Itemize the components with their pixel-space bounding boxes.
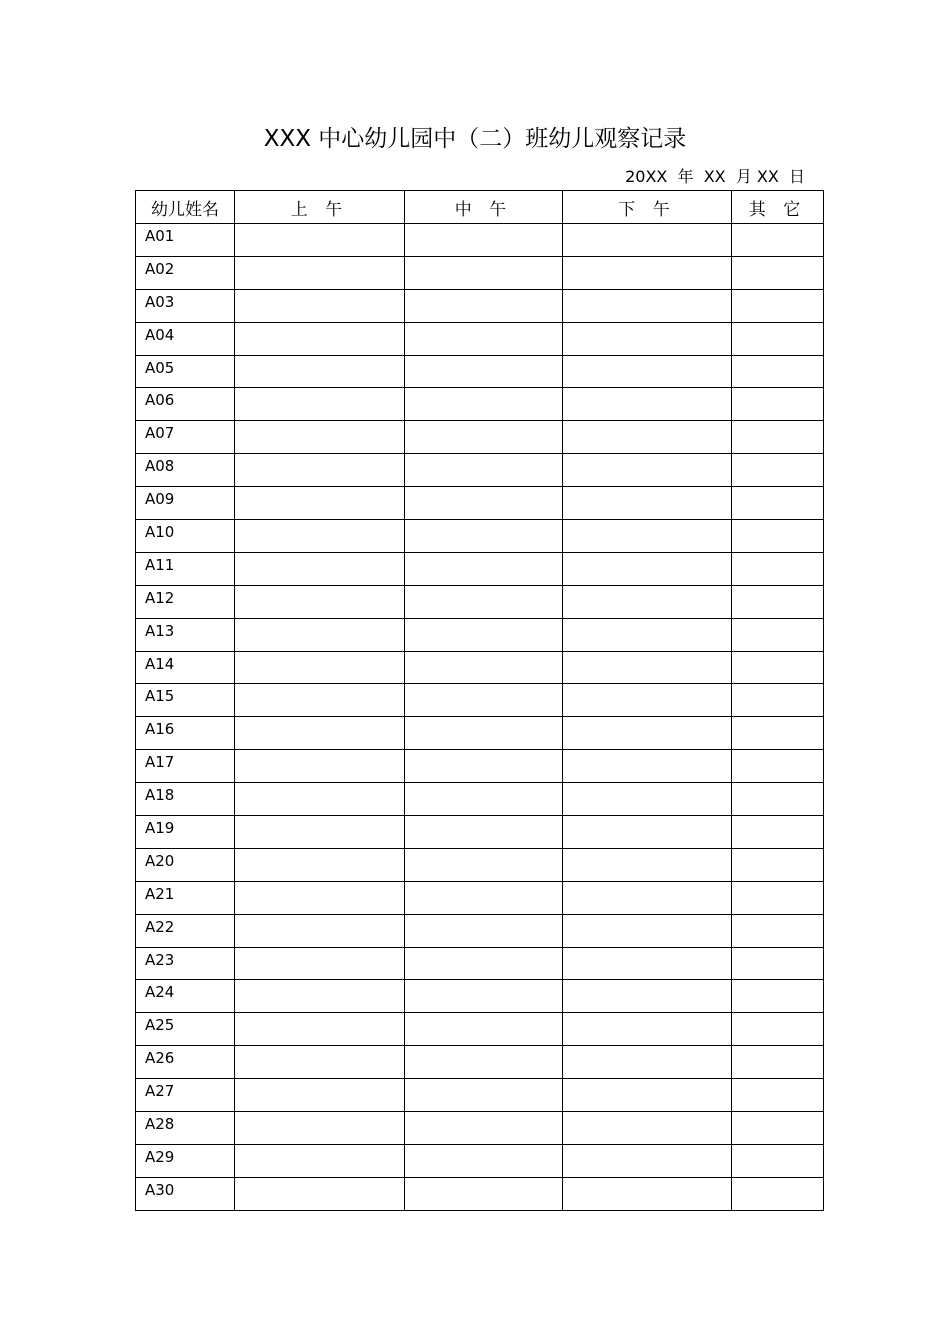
morning-cell: [235, 322, 405, 355]
child-name-cell: A09: [136, 487, 235, 520]
other-cell: [732, 421, 824, 454]
other-cell: [732, 355, 824, 388]
child-name-cell: A05: [136, 355, 235, 388]
child-name-cell: A02: [136, 256, 235, 289]
table-row: [136, 1112, 824, 1145]
afternoon-cell: [563, 1046, 732, 1079]
morning-cell: [235, 224, 405, 257]
table-row: [136, 256, 824, 289]
table-row: [136, 520, 824, 553]
morning-cell: [235, 684, 405, 717]
afternoon-cell: [563, 618, 732, 651]
morning-cell: [235, 717, 405, 750]
other-cell: [732, 980, 824, 1013]
noon-cell: [405, 256, 563, 289]
morning-cell: [235, 355, 405, 388]
morning-cell: [235, 1144, 405, 1177]
other-cell: [732, 651, 824, 684]
other-cell: [732, 914, 824, 947]
child-name-cell: A03: [136, 289, 235, 322]
afternoon-cell: [563, 322, 732, 355]
other-cell: [732, 1079, 824, 1112]
afternoon-cell: [563, 684, 732, 717]
child-name-cell: A06: [136, 388, 235, 421]
child-name-cell: A26: [136, 1046, 235, 1079]
morning-cell: [235, 651, 405, 684]
table-row: [136, 585, 824, 618]
child-name-cell: A04: [136, 322, 235, 355]
page-title: XXX 中心幼儿园中（二）班幼儿观察记录: [263, 126, 687, 152]
child-name-cell: A13: [136, 618, 235, 651]
afternoon-cell: [563, 388, 732, 421]
afternoon-cell: [563, 487, 732, 520]
table-row: [136, 717, 824, 750]
morning-cell: [235, 947, 405, 980]
afternoon-cell: [563, 1079, 732, 1112]
child-name-cell: A17: [136, 750, 235, 783]
noon-cell: [405, 947, 563, 980]
table-row: [136, 947, 824, 980]
child-name-cell: A22: [136, 914, 235, 947]
noon-cell: [405, 1177, 563, 1210]
other-cell: [732, 224, 824, 257]
morning-cell: [235, 1046, 405, 1079]
afternoon-cell: [563, 289, 732, 322]
other-cell: [732, 520, 824, 553]
child-name-cell: A21: [136, 881, 235, 914]
table-row: [136, 684, 824, 717]
morning-cell: [235, 388, 405, 421]
noon-cell: [405, 454, 563, 487]
afternoon-cell: [563, 980, 732, 1013]
noon-cell: [405, 783, 563, 816]
other-cell: [732, 454, 824, 487]
table-row: [136, 1046, 824, 1079]
afternoon-cell: [563, 1177, 732, 1210]
table-row: [136, 618, 824, 651]
noon-cell: [405, 487, 563, 520]
child-name-cell: A12: [136, 585, 235, 618]
noon-cell: [405, 717, 563, 750]
morning-cell: [235, 1079, 405, 1112]
morning-cell: [235, 421, 405, 454]
afternoon-cell: [563, 355, 732, 388]
other-cell: [732, 289, 824, 322]
child-name-cell: A19: [136, 816, 235, 849]
morning-cell: [235, 980, 405, 1013]
morning-cell: [235, 881, 405, 914]
child-name-cell: A15: [136, 684, 235, 717]
noon-cell: [405, 289, 563, 322]
noon-cell: [405, 224, 563, 257]
afternoon-cell: [563, 256, 732, 289]
observation-table: [135, 190, 824, 1211]
noon-cell: [405, 848, 563, 881]
child-name-cell: A01: [136, 224, 235, 257]
afternoon-cell: [563, 552, 732, 585]
morning-cell: [235, 487, 405, 520]
morning-cell: [235, 1177, 405, 1210]
child-name-cell: A14: [136, 651, 235, 684]
afternoon-cell: [563, 717, 732, 750]
child-name-cell: A11: [136, 552, 235, 585]
afternoon-cell: [563, 848, 732, 881]
column-header-afternoon: 下 午: [563, 191, 732, 224]
afternoon-cell: [563, 1112, 732, 1145]
morning-cell: [235, 848, 405, 881]
child-name-cell: A28: [136, 1112, 235, 1145]
morning-cell: [235, 520, 405, 553]
noon-cell: [405, 421, 563, 454]
noon-cell: [405, 1079, 563, 1112]
child-name-cell: A25: [136, 1013, 235, 1046]
column-header-name: 幼儿姓名: [136, 191, 235, 224]
afternoon-cell: [563, 454, 732, 487]
table-row: [136, 224, 824, 257]
noon-cell: [405, 618, 563, 651]
child-name-cell: A20: [136, 848, 235, 881]
other-cell: [732, 618, 824, 651]
noon-cell: [405, 520, 563, 553]
table-row: [136, 1177, 824, 1210]
column-header-noon: 中 午: [405, 191, 563, 224]
other-cell: [732, 1177, 824, 1210]
child-name-cell: A16: [136, 717, 235, 750]
other-cell: [732, 256, 824, 289]
other-cell: [732, 1046, 824, 1079]
column-header-morning: 上 午: [235, 191, 405, 224]
noon-cell: [405, 980, 563, 1013]
afternoon-cell: [563, 421, 732, 454]
noon-cell: [405, 552, 563, 585]
table-row: [136, 914, 824, 947]
table-row: [136, 651, 824, 684]
morning-cell: [235, 585, 405, 618]
afternoon-cell: [563, 1144, 732, 1177]
table-row: [136, 1013, 824, 1046]
child-name-cell: A24: [136, 980, 235, 1013]
afternoon-cell: [563, 881, 732, 914]
noon-cell: [405, 750, 563, 783]
child-name-cell: A27: [136, 1079, 235, 1112]
morning-cell: [235, 783, 405, 816]
morning-cell: [235, 618, 405, 651]
table-row: [136, 750, 824, 783]
table-row: [136, 322, 824, 355]
table-row: [136, 783, 824, 816]
afternoon-cell: [563, 224, 732, 257]
morning-cell: [235, 289, 405, 322]
other-cell: [732, 750, 824, 783]
other-cell: [732, 1112, 824, 1145]
noon-cell: [405, 1144, 563, 1177]
table-row: [136, 1144, 824, 1177]
child-name-cell: A07: [136, 421, 235, 454]
noon-cell: [405, 914, 563, 947]
other-cell: [732, 585, 824, 618]
table-row: [136, 487, 824, 520]
table-row: [136, 1079, 824, 1112]
child-name-cell: A10: [136, 520, 235, 553]
other-cell: [732, 947, 824, 980]
table-row: [136, 552, 824, 585]
child-name-cell: A29: [136, 1144, 235, 1177]
afternoon-cell: [563, 947, 732, 980]
morning-cell: [235, 454, 405, 487]
afternoon-cell: [563, 816, 732, 849]
table-row: [136, 816, 824, 849]
table-row: [136, 881, 824, 914]
noon-cell: [405, 355, 563, 388]
other-cell: [732, 552, 824, 585]
child-name-cell: A18: [136, 783, 235, 816]
other-cell: [732, 1013, 824, 1046]
noon-cell: [405, 816, 563, 849]
morning-cell: [235, 552, 405, 585]
noon-cell: [405, 881, 563, 914]
morning-cell: [235, 256, 405, 289]
table-row: [136, 454, 824, 487]
table-row: [136, 289, 824, 322]
child-name-cell: A23: [136, 947, 235, 980]
child-name-cell: A08: [136, 454, 235, 487]
noon-cell: [405, 1046, 563, 1079]
afternoon-cell: [563, 750, 732, 783]
morning-cell: [235, 1112, 405, 1145]
other-cell: [732, 1144, 824, 1177]
other-cell: [732, 881, 824, 914]
morning-cell: [235, 816, 405, 849]
noon-cell: [405, 1013, 563, 1046]
noon-cell: [405, 585, 563, 618]
other-cell: [732, 487, 824, 520]
morning-cell: [235, 750, 405, 783]
afternoon-cell: [563, 520, 732, 553]
afternoon-cell: [563, 783, 732, 816]
noon-cell: [405, 322, 563, 355]
noon-cell: [405, 1112, 563, 1145]
table-row: [136, 980, 824, 1013]
morning-cell: [235, 914, 405, 947]
other-cell: [732, 848, 824, 881]
other-cell: [732, 816, 824, 849]
table-body: [136, 224, 824, 1211]
afternoon-cell: [563, 914, 732, 947]
table-row: [136, 355, 824, 388]
child-name-cell: A30: [136, 1177, 235, 1210]
afternoon-cell: [563, 651, 732, 684]
noon-cell: [405, 388, 563, 421]
afternoon-cell: [563, 585, 732, 618]
morning-cell: [235, 1013, 405, 1046]
table-header-row: [136, 191, 824, 224]
other-cell: [732, 717, 824, 750]
other-cell: [732, 684, 824, 717]
afternoon-cell: [563, 1013, 732, 1046]
noon-cell: [405, 684, 563, 717]
date-line: 20XX 年 XX 月 XX 日: [625, 167, 805, 186]
table-row: [136, 848, 824, 881]
column-header-other: 其 它: [732, 191, 824, 224]
other-cell: [732, 388, 824, 421]
other-cell: [732, 783, 824, 816]
table-row: [136, 388, 824, 421]
other-cell: [732, 322, 824, 355]
table-row: [136, 421, 824, 454]
noon-cell: [405, 651, 563, 684]
